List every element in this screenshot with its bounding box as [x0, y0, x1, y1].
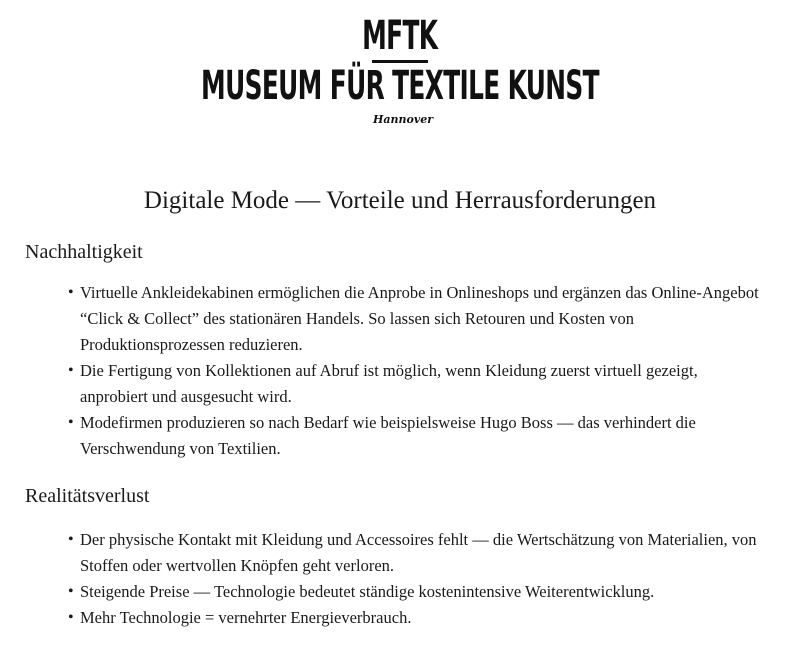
list-item: [66, 579, 766, 605]
list-item: [66, 358, 766, 410]
section-heading-realitaetsverlust: Realitätsverlust: [25, 485, 150, 507]
page-title: Digitale Mode — Vorteile und Herrausforderungen: [143, 187, 657, 214]
bullet-icon: •: [68, 362, 74, 379]
museum-logo: [0, 14, 800, 127]
list-item: [66, 410, 766, 462]
list-item-text: Mehr Technologie = vernehrter Energieverbrauch.: [80, 608, 412, 627]
bullet-list-realitaetsverlust: [66, 527, 766, 631]
list-item-text: Virtuelle Ankleidekabinen ermöglichen die Anprobe in Onlineshops und ergänzen das Online-Angebot “Click & Collect” des stationären Handels. So lassen sich Retouren und Kosten von Produktionsprozessen reduzieren.: [80, 283, 759, 354]
bullet-icon: •: [68, 414, 74, 431]
logo-mark: MFTK: [362, 13, 438, 59]
bullet-icon: •: [68, 284, 74, 301]
section-heading-nachhaltigkeit: Nachhaltigkeit: [25, 241, 143, 263]
logo-museum-name: MUSEUM FÜR TEXTILE KUNST: [201, 63, 599, 109]
logo-city: Hannover: [372, 113, 434, 126]
list-item-text: Der physische Kontakt mit Kleidung und Accessoires fehlt — die Wertschätzung von Materialien, von Stoffen oder wertvollen Knöpfen geht verloren.: [80, 530, 757, 575]
bullet-list-nachhaltigkeit: [66, 280, 766, 462]
list-item: [66, 280, 766, 358]
bullet-icon: •: [68, 609, 74, 626]
list-item: [66, 527, 766, 579]
list-item-text: Modefirmen produzieren so nach Bedarf wie beispielsweise Hugo Boss — das verhindert die Verschwendung von Textilien.: [80, 413, 696, 458]
bullet-icon: •: [68, 583, 74, 600]
list-item-text: Steigende Preise — Technologie bedeutet ständige kostenintensive Weiterentwicklung.: [80, 582, 655, 601]
list-item-text: Die Fertigung von Kollektionen auf Abruf ist möglich, wenn Kleidung zuerst virtuell gezeigt, anprobiert und ausgesucht wird.: [80, 361, 698, 406]
list-item: [66, 605, 766, 631]
bullet-icon: •: [68, 531, 74, 548]
